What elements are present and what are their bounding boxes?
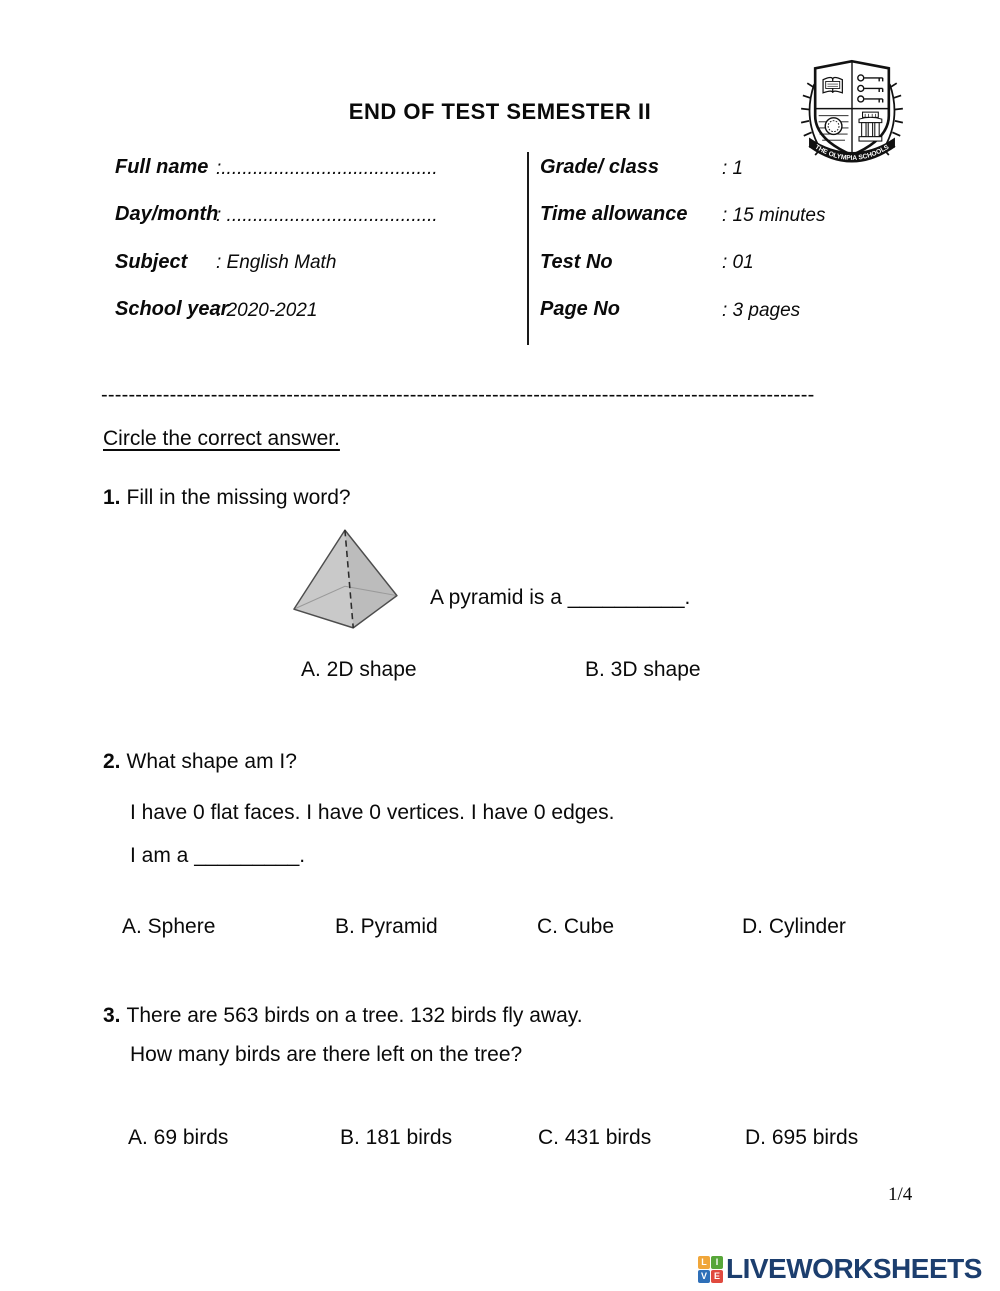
question-2-number: 2. bbox=[103, 750, 121, 773]
page-title: END OF TEST SEMESTER II bbox=[348, 99, 652, 124]
q3-option-a[interactable]: A. 69 birds bbox=[128, 1126, 229, 1149]
tile-l: L bbox=[698, 1256, 710, 1269]
q2-option-a[interactable]: A. Sphere bbox=[122, 915, 216, 938]
liveworksheets-tiles-icon bbox=[698, 1256, 723, 1283]
info-label-full-name: Full name bbox=[115, 156, 209, 178]
dashed-separator: -------------------------------------------------------------------------------------------------------- bbox=[101, 384, 815, 406]
q3-option-d[interactable]: D. 695 birds bbox=[745, 1126, 859, 1149]
question-3-line1: There are 563 birds on a tree. 132 birds fly away. bbox=[126, 1004, 583, 1027]
liveworksheets-wordmark: LIVEWORKSHEETS bbox=[726, 1253, 982, 1284]
info-label-page-no: Page No bbox=[540, 298, 621, 320]
instruction-text: Circle the correct answer. bbox=[103, 427, 340, 450]
tile-i: I bbox=[711, 1256, 723, 1269]
info-label-school-year: School year bbox=[115, 298, 229, 320]
q1-option-b[interactable]: B. 3D shape bbox=[585, 658, 701, 681]
info-value-time-allowance: : 15 minutes bbox=[722, 205, 826, 226]
info-label-day-month: Day/month bbox=[115, 203, 219, 225]
page-number: 1/4 bbox=[888, 1184, 913, 1205]
question-1-text: Fill in the missing word? bbox=[126, 486, 351, 509]
school-crest-logo bbox=[799, 56, 905, 170]
q3-option-b[interactable]: B. 181 birds bbox=[340, 1126, 453, 1149]
q2-option-c[interactable]: C. Cube bbox=[537, 915, 615, 938]
question-1-prompt: A pyramid is a __________. bbox=[430, 586, 691, 609]
q2-option-b[interactable]: B. Pyramid bbox=[335, 915, 438, 938]
info-value-page-no: : 3 pages bbox=[722, 300, 801, 321]
liveworksheets-logo[interactable] bbox=[698, 1253, 982, 1285]
info-label-subject: Subject bbox=[115, 251, 188, 273]
book-icon bbox=[823, 77, 842, 92]
question-2-line2: I am a _________. bbox=[130, 844, 306, 867]
info-value-grade-class: : 1 bbox=[722, 158, 744, 179]
info-value-school-year: : 2020-2021 bbox=[216, 300, 318, 321]
svg-text:THE OLYMPIA SCHOOLS: THE OLYMPIA SCHOOLS bbox=[813, 143, 891, 162]
column-icon bbox=[859, 112, 882, 141]
question-3 bbox=[103, 1004, 583, 1028]
question-2-text: What shape am I? bbox=[126, 750, 297, 773]
info-value-full-name: :......................................... bbox=[216, 158, 438, 179]
tile-e: E bbox=[711, 1270, 723, 1283]
tile-v: V bbox=[698, 1270, 710, 1283]
question-3-number: 3. bbox=[103, 1004, 121, 1027]
info-label-time-allowance: Time allowance bbox=[540, 203, 688, 225]
pyramid-image bbox=[292, 527, 402, 631]
q3-option-c[interactable]: C. 431 birds bbox=[538, 1126, 652, 1149]
q1-option-a[interactable]: A. 2D shape bbox=[301, 658, 417, 681]
info-table-divider bbox=[527, 152, 529, 345]
question-3-line2: How many birds are there left on the tree? bbox=[130, 1043, 523, 1066]
question-1 bbox=[103, 486, 351, 510]
info-label-test-no: Test No bbox=[540, 251, 613, 273]
q2-option-d[interactable]: D. Cylinder bbox=[742, 915, 846, 938]
question-2 bbox=[103, 750, 297, 774]
question-2-line1: I have 0 flat faces. I have 0 vertices. I have 0 edges. bbox=[130, 801, 615, 824]
info-value-subject: : English Math bbox=[216, 252, 337, 273]
question-1-number: 1. bbox=[103, 486, 121, 509]
info-label-grade-class: Grade/ class bbox=[540, 156, 659, 178]
info-value-day-month: : ........................................ bbox=[216, 205, 438, 226]
info-value-test-no: : 01 bbox=[722, 252, 754, 273]
